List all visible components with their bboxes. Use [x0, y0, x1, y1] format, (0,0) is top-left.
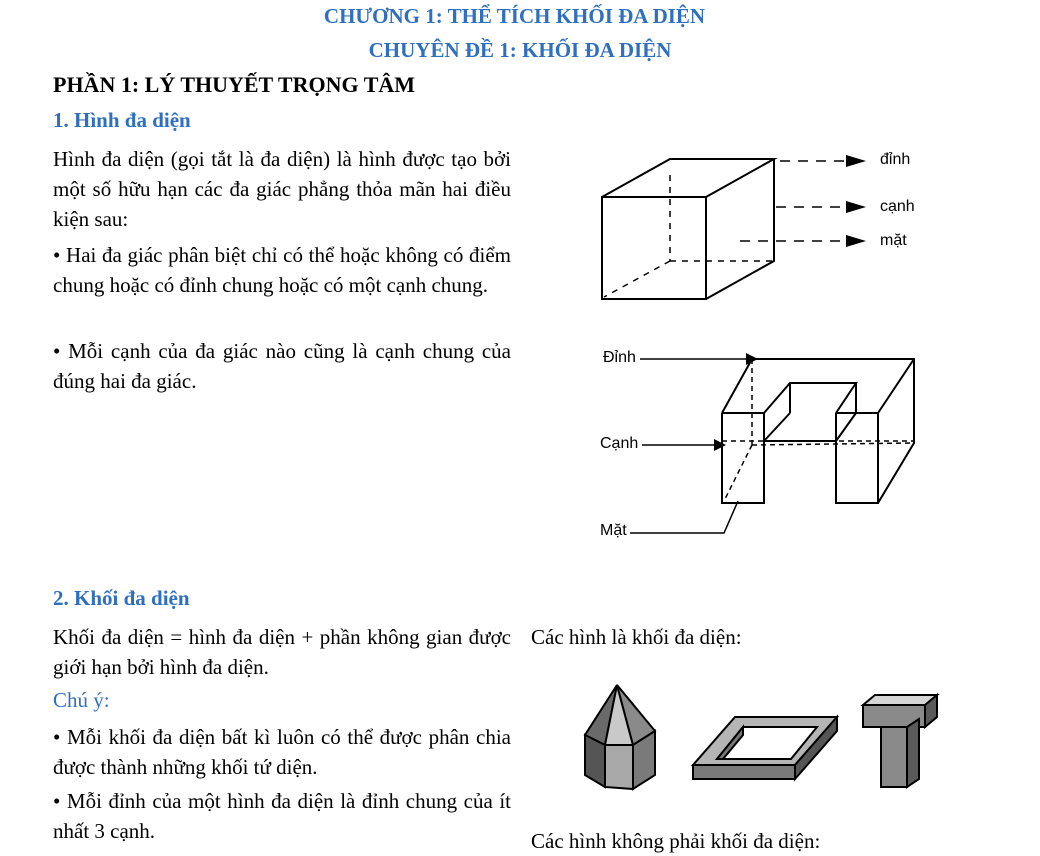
u-label-face: Mặt: [600, 522, 627, 539]
cube-figure: [590, 145, 930, 310]
cube-label-edge: cạnh: [880, 198, 915, 215]
non-examples-caption: Các hình không phải khối đa diện:: [531, 829, 821, 853]
section-1-bullet-1: • Hai đa giác phân biệt chỉ có thể hoặc không có điểm chung hoặc có đỉnh chung hoặc có một cạnh chung.: [53, 243, 511, 297]
u-notch-top: [764, 383, 856, 413]
u-label-edge: Cạnh: [600, 435, 639, 452]
square-frame-icon: [693, 717, 837, 779]
cube-top-face: [602, 159, 774, 197]
cube-hidden-edges: [604, 175, 774, 297]
u-label-vertex: Đỉnh: [603, 349, 636, 366]
arrow-head-edge: [846, 201, 866, 213]
u-hidden-edges: [722, 359, 914, 503]
arrow-head-face: [846, 235, 866, 247]
section-2-definition: Khối đa diện = hình đa diện + phần không gian được giới hạn bởi hình đa diện.: [53, 625, 511, 679]
pyramid-prism-icon: [585, 685, 655, 789]
chapter-title: CHƯƠNG 1: THỂ TÍCH KHỐI ĐA DIỆN: [323, 4, 706, 28]
section-1-title: 1. Hình đa diện: [53, 108, 191, 132]
note-1: • Mỗi khối đa diện bất kì luôn có thể được phân chia được thành những khối tứ diện.: [53, 725, 511, 779]
section-1-intro: Hình đa diện (gọi tắt là đa diện) là hình được tạo bởi một số hữu hạn các đa giác phẳng thỏa mãn hai điều kiện sau:: [53, 147, 511, 231]
cube-label-face: mặt: [880, 232, 907, 249]
topic-title: CHUYÊN ĐỀ 1: KHỐI ĐA DIỆN: [368, 38, 672, 62]
section-2-title: 2. Khối đa diện: [53, 586, 190, 610]
cube-right-face: [706, 159, 774, 299]
u-shape-figure: [600, 345, 930, 545]
u-top-outline: [722, 359, 914, 503]
note-title: Chú ý:: [53, 688, 110, 712]
note-2: • Mỗi đỉnh của một hình đa diện là đỉnh chung của ít nhất 3 cạnh.: [53, 789, 511, 843]
cube-label-vertex: đỉnh: [880, 151, 911, 168]
polyhedra-examples: [575, 675, 945, 795]
examples-caption: Các hình là khối đa diện:: [531, 625, 742, 649]
t-shape-icon: [863, 695, 937, 787]
section-1-bullet-2: • Mỗi cạnh của đa giác nào cũng là cạnh chung của đúng hai đa giác.: [53, 339, 511, 393]
cube-front-face: [602, 197, 706, 299]
arrow-head-vertex: [846, 155, 866, 167]
u-front-outline: [722, 413, 878, 503]
part-title: PHẦN 1: LÝ THUYẾT TRỌNG TÂM: [53, 72, 416, 97]
